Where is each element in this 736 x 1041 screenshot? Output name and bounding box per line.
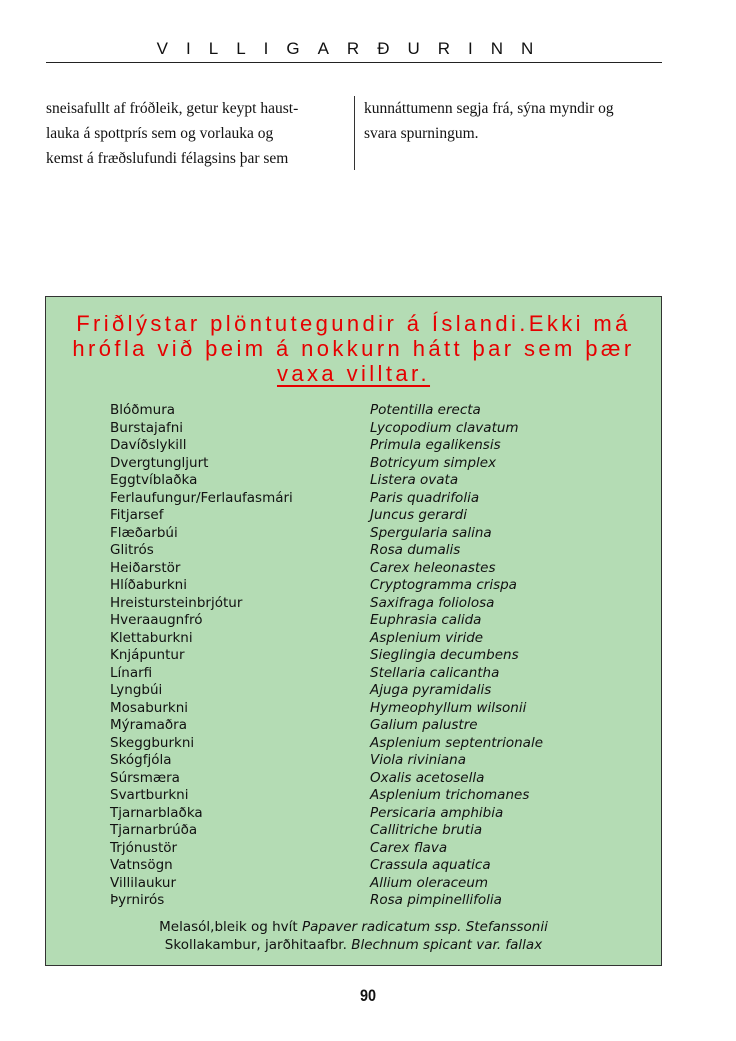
header-rule bbox=[46, 62, 662, 63]
plant-latin-name: Hymeophyllum wilsonii bbox=[370, 699, 527, 716]
body-column-left bbox=[46, 96, 346, 171]
plant-icelandic-name: Hlíðaburkni bbox=[110, 577, 187, 593]
plant-row bbox=[46, 420, 661, 438]
plant-icelandic-name: Línarfi bbox=[110, 664, 153, 681]
plant-row bbox=[46, 507, 661, 525]
plant-latin-name: Persicaria amphibia bbox=[370, 804, 504, 821]
text-line: kemst á fræðslufundi félagsins þar sem bbox=[46, 150, 289, 167]
plant-icelandic-name: Vatnsögn bbox=[110, 857, 173, 873]
note-latin: Papaver radicatum ssp. Stefanssonii bbox=[301, 919, 548, 935]
text-line: svara spurningum. bbox=[364, 125, 479, 142]
plant-icelandic-name: Davíðslykill bbox=[110, 437, 187, 453]
plant-latin-name: Galium palustre bbox=[370, 717, 478, 733]
note-text: Melasól,bleik og hvít bbox=[159, 919, 302, 935]
plant-row bbox=[46, 805, 661, 823]
plant-row bbox=[46, 647, 661, 665]
plant-row bbox=[46, 735, 661, 753]
box-heading bbox=[46, 311, 661, 386]
plant-row bbox=[46, 525, 661, 543]
note-melasol bbox=[46, 918, 661, 936]
plant-row bbox=[46, 700, 661, 718]
heading-line: hrófla við þeim á nokkurn hátt þar sem þær bbox=[72, 336, 635, 361]
plant-latin-name: Asplenium septentrionale bbox=[370, 734, 544, 751]
body-column-right bbox=[364, 96, 664, 146]
plant-icelandic-name: Lyngbúi bbox=[110, 682, 163, 698]
plant-row bbox=[46, 595, 661, 613]
heading-line: Friðlýstar plöntutegundir á Íslandi.Ekki má bbox=[76, 311, 631, 336]
heading-line bbox=[46, 361, 661, 386]
plant-latin-name: Primula egalikensis bbox=[370, 437, 501, 453]
plant-latin-name: Stellaria calicantha bbox=[370, 664, 500, 681]
plant-icelandic-name: Þyrnirós bbox=[110, 892, 165, 908]
plant-row bbox=[46, 770, 661, 788]
plant-latin-name: Euphrasia calida bbox=[370, 612, 482, 628]
plant-icelandic-name: Ferlaufungur/Ferlaufasmári bbox=[110, 489, 293, 506]
plant-row bbox=[46, 752, 661, 770]
plant-row bbox=[46, 577, 661, 595]
plant-latin-name: Asplenium viride bbox=[370, 629, 484, 646]
plant-row bbox=[46, 560, 661, 578]
plant-latin-name: Carex heleonastes bbox=[370, 559, 496, 576]
plant-row bbox=[46, 472, 661, 490]
plant-latin-name: Listera ovata bbox=[370, 472, 459, 488]
plant-icelandic-name: Súrsmæra bbox=[110, 769, 180, 786]
plant-icelandic-name: Villilaukur bbox=[110, 874, 177, 891]
plant-icelandic-name: Glitrós bbox=[110, 542, 154, 558]
plant-row bbox=[46, 402, 661, 420]
plant-row bbox=[46, 630, 661, 648]
plant-icelandic-name: Hreistursteinbrjótur bbox=[110, 594, 243, 611]
plant-row bbox=[46, 437, 661, 455]
plant-list bbox=[46, 402, 661, 910]
plant-row bbox=[46, 875, 661, 893]
plant-latin-name: Asplenium trichomanes bbox=[370, 787, 530, 803]
plant-icelandic-name: Mýramaðra bbox=[110, 717, 187, 733]
plant-row bbox=[46, 490, 661, 508]
plant-latin-name: Potentilla erecta bbox=[370, 402, 481, 418]
plant-latin-name: Cryptogramma crispa bbox=[370, 577, 517, 593]
plant-icelandic-name: Hveraaugnfró bbox=[110, 612, 203, 628]
plant-icelandic-name: Klettaburkni bbox=[110, 629, 193, 646]
plant-latin-name: Rosa pimpinellifolia bbox=[370, 892, 502, 908]
plant-icelandic-name: Tjarnarbrúða bbox=[110, 822, 198, 838]
plant-latin-name: Sieglingia decumbens bbox=[370, 647, 519, 663]
plant-row bbox=[46, 455, 661, 473]
note-skollakambur bbox=[46, 936, 661, 954]
plant-row bbox=[46, 787, 661, 805]
plant-row bbox=[46, 665, 661, 683]
plant-row bbox=[46, 822, 661, 840]
plant-latin-name: Viola riviniana bbox=[370, 752, 467, 768]
plant-latin-name: Rosa dumalis bbox=[370, 542, 461, 558]
text-line: kunnáttumenn segja frá, sýna myndir og bbox=[364, 100, 614, 117]
plant-icelandic-name: Eggtvíblaðka bbox=[110, 472, 198, 488]
plant-icelandic-name: Heiðarstör bbox=[110, 559, 181, 576]
plant-row bbox=[46, 612, 661, 630]
note-latin: Blechnum spicant var. fallax bbox=[351, 937, 543, 953]
plant-icelandic-name: Dvergtungljurt bbox=[110, 454, 209, 471]
plant-latin-name: Juncus gerardi bbox=[370, 507, 467, 523]
plant-icelandic-name: Mosaburkni bbox=[110, 699, 189, 716]
plant-latin-name: Callitriche brutia bbox=[370, 822, 483, 838]
plant-latin-name: Paris quadrifolia bbox=[370, 489, 480, 506]
plant-icelandic-name: Blóðmura bbox=[110, 402, 176, 418]
plant-icelandic-name: Svartburkni bbox=[110, 787, 189, 803]
plant-icelandic-name: Flæðarbúi bbox=[110, 524, 178, 541]
text-line: sneisafullt af fróðleik, getur keypt haust- bbox=[46, 100, 299, 117]
protected-plants-box bbox=[45, 296, 662, 966]
plant-icelandic-name: Burstajafni bbox=[110, 419, 184, 436]
plant-icelandic-name: Skógfjóla bbox=[110, 752, 172, 768]
plant-row bbox=[46, 892, 661, 910]
plant-icelandic-name: Tjarnarblaðka bbox=[110, 804, 203, 821]
plant-row bbox=[46, 840, 661, 858]
plant-icelandic-name: Fitjarsef bbox=[110, 507, 164, 523]
plant-latin-name: Saxifraga foliolosa bbox=[370, 594, 495, 611]
plant-latin-name: Crassula aquatica bbox=[370, 857, 491, 873]
heading-underlined-text: vaxa villtar. bbox=[276, 361, 431, 386]
column-divider bbox=[354, 96, 355, 170]
plant-latin-name: Ajuga pyramidalis bbox=[370, 682, 492, 698]
plant-icelandic-name: Trjónustör bbox=[110, 839, 178, 856]
plant-row bbox=[46, 542, 661, 560]
running-header: VILLIGARÐURINN bbox=[156, 39, 552, 58]
plant-row bbox=[46, 857, 661, 875]
plant-latin-name: Botricyum simplex bbox=[370, 454, 497, 471]
plant-row bbox=[46, 717, 661, 735]
plant-latin-name: Allium oleraceum bbox=[370, 874, 489, 891]
plant-latin-name: Lycopodium clavatum bbox=[370, 419, 519, 436]
note-text: Skollakambur, jarðhitaafbr. bbox=[164, 937, 352, 953]
plant-latin-name: Carex flava bbox=[370, 839, 448, 856]
page-number: 90 bbox=[359, 986, 377, 1005]
plant-row bbox=[46, 682, 661, 700]
plant-icelandic-name: Skeggburkni bbox=[110, 734, 195, 751]
plant-icelandic-name: Knjápuntur bbox=[110, 647, 185, 663]
plant-latin-name: Spergularia salina bbox=[370, 524, 492, 541]
text-line: lauka á spottprís sem og vorlauka og bbox=[46, 125, 274, 142]
plant-latin-name: Oxalis acetosella bbox=[370, 769, 485, 786]
